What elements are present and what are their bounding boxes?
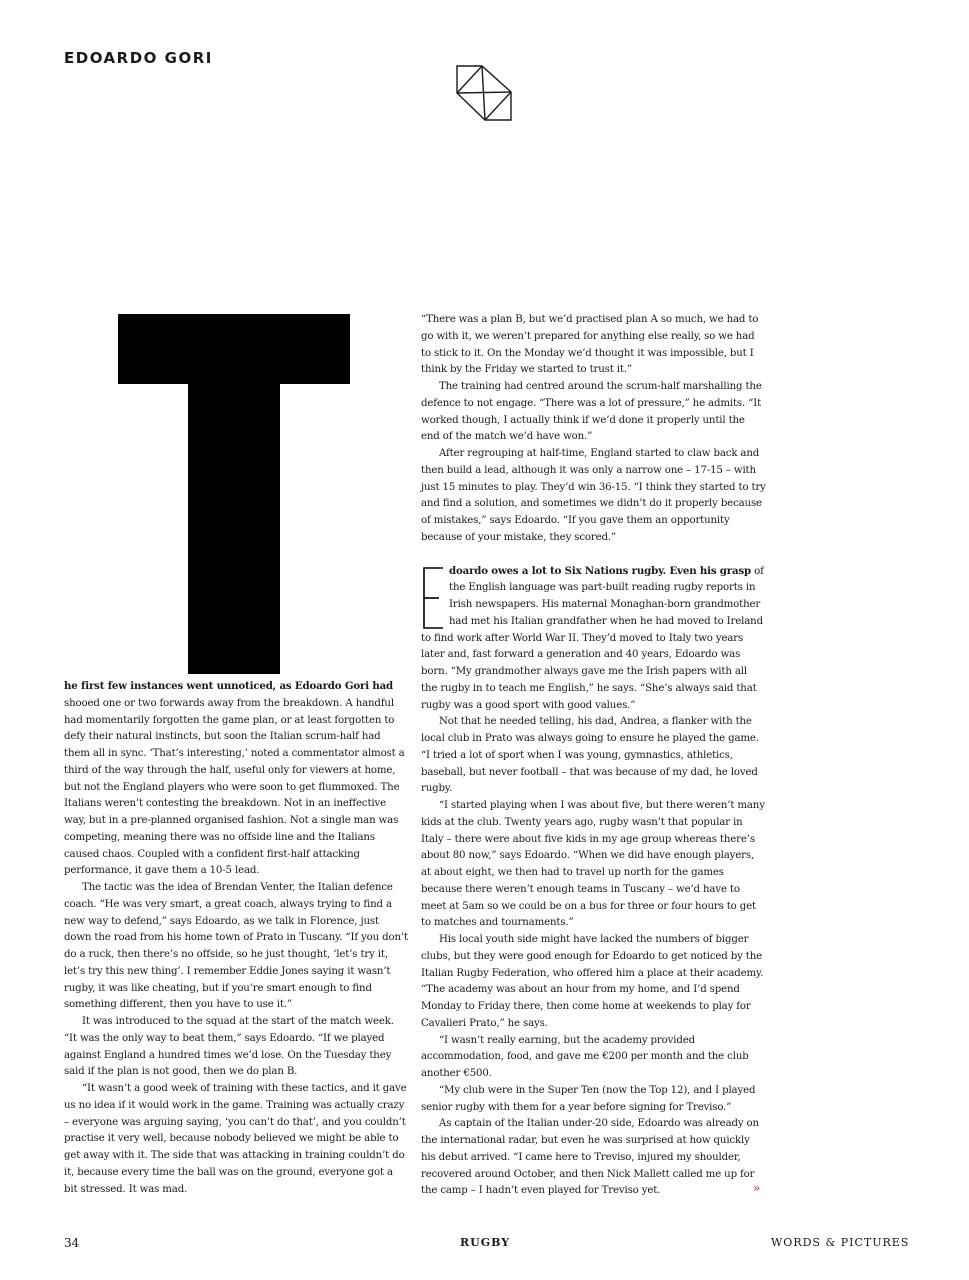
paragraph: After regrouping at half-time, England started to claw back and then build a lead, although it was only a narrow one – 17-15 – with just 15 minutes to play. They’d win 36-15. “I think they started to try and find a solution, and sometimes we didn’t do it properly because of mistakes,” says Edoardo. “If you gave them an opportunity because of your mistake, they scored.” <box>421 448 766 543</box>
paragraph: It was introduced to the squad at the start of the match week. “It was the only way to beat them,” says Edoardo. “If we played against England a hundred times we’d lose. On the Tuesday they said if the plan is not good, then we do plan B. <box>64 1016 394 1078</box>
paragraph: “It wasn’t a good week of training with these tactics, and it gave us no idea if it would work in the game. Training was actually crazy – everyone was arguing saying, ‘you can’t do that’, and you couldn’t practise it very well, because nobody believed we might be able to get away with it. The side that was attacking in training couldn’t do it, because every time the ball was on the ground, everyone got a bit stressed. It was mad. <box>64 1083 407 1195</box>
dropcap-e <box>421 566 445 630</box>
dropcap-t <box>118 314 350 674</box>
magazine-name: RUGBY <box>460 1236 511 1249</box>
paragraph: “There was a plan B, but we’d practised plan A so much, we had to go with it, we weren’t prepared for anything else really, so we had to stick to it. On the Monday we’d thought it was impossible, but I think by the Friday we started to trust it.” <box>421 314 759 376</box>
article-subject-name: EDOARDO GORI <box>64 49 213 67</box>
paragraph: “I started playing when I was about five, but there weren’t many kids at the club. Twenty years ago, rugby wasn’t that popular in Italy – there were about five kids in my age group whereas there’s about 80 now,” says Edoardo. “When we did have enough players, at about eight, we then had to travel up north for the games because there weren’t enough teams in Tuscany – we’d have to meet at 5am so we could be on a bus for three or four hours to get to matches and tournaments.” <box>421 800 765 929</box>
paragraph: The training had centred around the scrum-half marshalling the defence to not engage. “There was a lot of pressure,” he admits. “It worked though, I actually think if we’d done it properly until the end of the match we’d have won.” <box>421 381 762 443</box>
left-column <box>64 678 409 1198</box>
section-two-bold-text: doardo owes a lot to Six Nations rugby. Even his grasp <box>449 564 752 577</box>
paragraph: “My club were in the Super Ten (now the Top 12), and I played senior rugby with them for a year before signing for Treviso.” <box>421 1084 756 1113</box>
lead-paragraph <box>64 678 409 880</box>
section-two-lead-paragraph <box>421 563 766 715</box>
section-label: WORDS & PICTURES <box>771 1236 910 1249</box>
section-two-rest-text: of the English language was part-built reading rugby reports in Irish newspapers. His maternal Monaghan-born grandmother had met his Italian grandfather when he had moved to Ireland to find work after World War II. They’d moved to Italy two years later and, fast forward a generation and 40 years, Edoardo was born. “My grandmother always gave me the Irish papers with all the rugby in to teach me English,” he says. “She’s always said that rugby was a good sport with good values.” <box>421 565 764 711</box>
paragraph: As captain of the Italian under-20 side, Edoardo was already on the international radar, but even he was surprised at how quickly his debut arrived. “I came here to Treviso, injured my shoulder, recovered around October, and then Nick Mallett called me up for the camp – I hadn’t even played for Treviso yet. <box>421 1118 759 1197</box>
lead-bold-text: he first few instances went unnoticed, as Edoardo Gori had <box>64 680 394 692</box>
right-column <box>421 312 766 1200</box>
lead-rest-text: shooed one or two forwards away from the breakdown. A handful had momentarily forgotten the game plan, or at least forgotten to defy their natural instincts, but soon the Italian scrum-half had them all in sync. ‘That’s interesting,’ noted a commentator almost a third of the way through the half, useful only for viewers at home, but not the England players who were soon to get flummoxed. The Italians weren’t contesting the breakdown. Not in an ineffective way, but in a pre-planned organised fashion. Not a single man was competing, meaning there was no offside line and the Italians caused chaos. Coupled with a confident first-half attacking performance, it gave them a 10-5 lead. <box>64 697 405 877</box>
paragraph: The tactic was the idea of Brendan Venter, the Italian defence coach. “He was very smart, a great coach, always trying to find a new way to defend,” says Edoardo, as we talk in Florence, just down the road from his home town of Prato in Tuscany. “If you don’t do a ruck, then there’s no offside, so he just thought, ‘let’s try it, let’s try this new thing’. I remember Eddie Jones saying it wasn’t rugby, it was like cheating, but if you’re smart enough to find something different, then you have to use it.” <box>64 882 408 1011</box>
paragraph: His local youth side might have lacked the numbers of bigger clubs, but they were good enough for Edoardo to get noticed by the Italian Rugby Federation, who offered him a place at their academy. “The academy was about an hour from my home, and I’d spend Monday to Friday there, then come home at weekends to play for Cavalieri Prato,” he says. <box>421 934 764 1029</box>
page-number: 34 <box>64 1236 80 1250</box>
diamond-logo-icon <box>455 64 513 122</box>
paragraph: Not that he needed telling, his dad, Andrea, a flanker with the local club in Prato was always going to ensure he played the game. “I tried a lot of sport when I was young, gymnastics, athletics, baseball, but never football – that was because of my dad, he loved rugby. <box>421 716 759 795</box>
paragraph: “I wasn’t really earning, but the academy provided accommodation, food, and gave me €200 per month and the club another €500. <box>421 1034 749 1079</box>
continue-arrow-icon: » <box>753 1181 761 1195</box>
